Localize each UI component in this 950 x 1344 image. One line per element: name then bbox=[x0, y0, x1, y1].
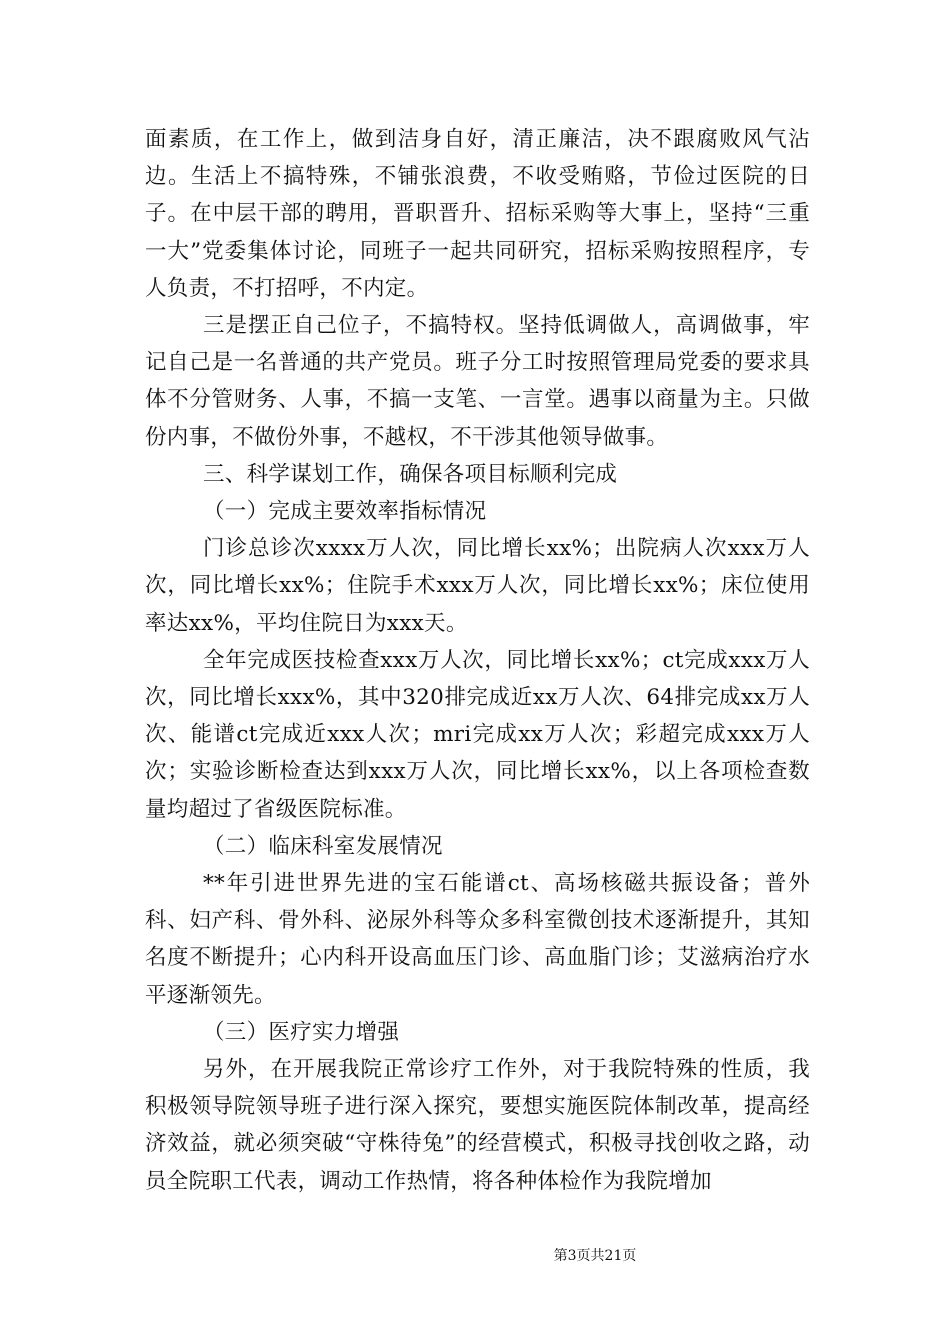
paragraph-exam-stats: 全年完成医技检查xxx万人次，同比增长xx%；ct完成xxx万人次，同比增长xxx%，其中320排完成近xx万人次、64排完成xx万人次、能谱ct完成近xxx人次；mri完成xx万人次；彩超完成xxx万人次；实验诊断检查达到xxx万人次，同比增长xx%，以上各项检查数量均超过了省级医院标准。 bbox=[145, 647, 810, 822]
paragraph-continuation: 面素质，在工作上，做到洁身自好，清正廉洁，决不跟腐败风气沾边。生活上不搞特殊，不铺张浪费，不收受贿赂，节俭过医院的日子。在中层干部的聘用，晋职晋升、招标采购等大事上，坚持“三重一大”党委集体讨论，同班子一起共同研究，招标采购按照程序，专人负责，不打招呼，不内定。 bbox=[145, 127, 810, 301]
paragraph-clinical-development: **年引进世界先进的宝石能谱ct、高场核磁共振设备；普外科、妇产科、骨外科、泌尿外科等众多科室微创技术逐渐提升，其知名度不断提升；心内科开设高血压门诊、高血脂门诊；艾滋病治疗水平逐渐领先。 bbox=[145, 871, 810, 1008]
paragraph-outpatient-stats: 门诊总诊次xxxx万人次，同比增长xx%；出院病人次xxx万人次，同比增长xx%；住院手术xxx万人次，同比增长xx%；床位使用率达xx%，平均住院日为xxx天。 bbox=[145, 536, 810, 636]
page-number-footer: 第3页共21页 bbox=[553, 1248, 637, 1264]
subheading-medical-strength: （三）医疗实力增强 bbox=[203, 1019, 400, 1045]
subheading-efficiency-indicators: （一）完成主要效率指标情况 bbox=[203, 499, 487, 525]
subheading-clinical-departments: （二）临床科室发展情况 bbox=[203, 833, 443, 859]
paragraph-position-self: 三是摆正自己位子，不搞特权。坚持低调做人，高调做事，牢记自己是一名普通的共产党员。班子分工时按照管理局党委的要求具体不分管财务、人事，不搞一支笔、一言堂。遇事以商量为主。只做份内事，不做份外事，不越权，不干涉其他领导做事。 bbox=[145, 313, 810, 450]
paragraph-medical-strength: 另外，在开展我院正常诊疗工作外，对于我院特殊的性质，我积极领导院领导班子进行深入探究，要想实施医院体制改革，提高经济效益，就必须突破“守株待兔”的经营模式，积极寻找创收之路，动员全院职工代表，调动工作热情，将各种体检作为我院增加 bbox=[145, 1057, 810, 1194]
document-body bbox=[145, 121, 810, 1200]
section-heading-three: 三、科学谋划工作，确保各项目标顺利完成 bbox=[203, 461, 618, 487]
